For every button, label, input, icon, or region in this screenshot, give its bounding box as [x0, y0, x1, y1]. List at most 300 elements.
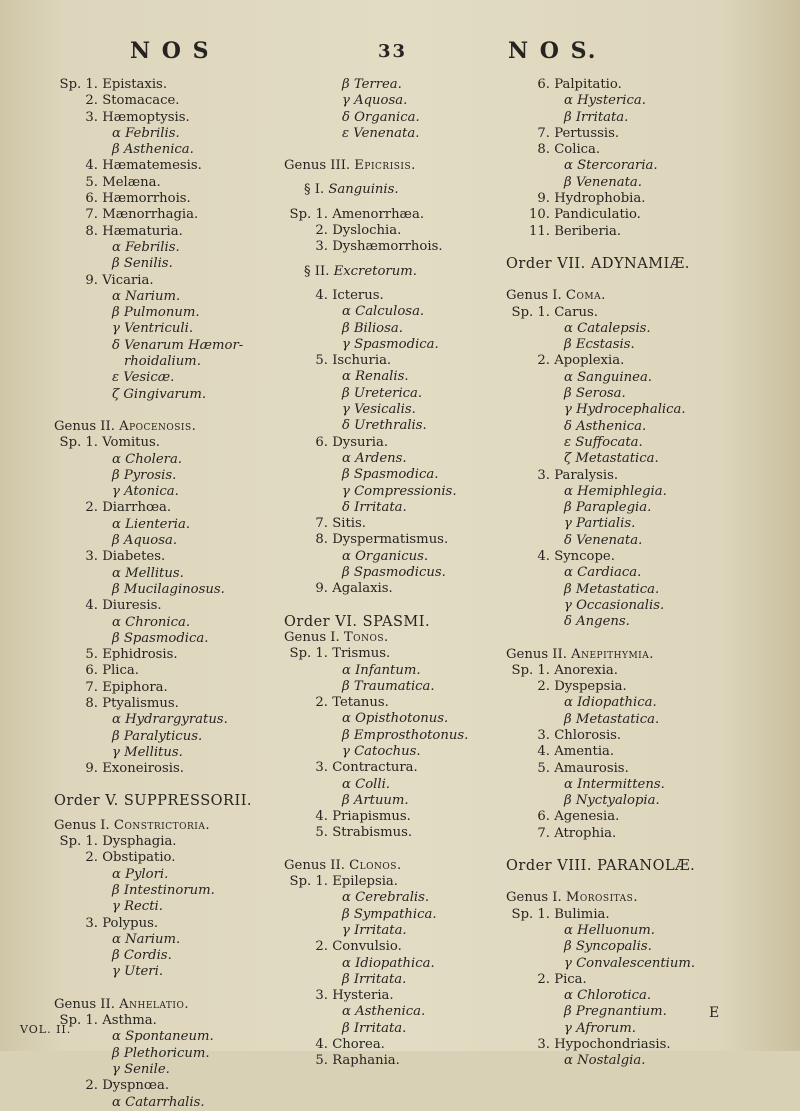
species-number: Sp. 1. — [511, 304, 550, 320]
variety-entry: α Idiopathica. — [342, 955, 435, 971]
species-entry — [54, 647, 286, 663]
species-name: Dyspermatismus. — [328, 532, 449, 548]
species-number: 3. — [315, 760, 328, 776]
species-number: 2. — [537, 353, 550, 369]
running-header — [0, 38, 800, 68]
species-name: Exoneirosis. — [98, 761, 184, 777]
species-name: Amaurosis. — [550, 760, 629, 776]
genus-heading — [506, 890, 778, 906]
species-number: 3. — [537, 467, 550, 483]
species-number: 8. — [537, 142, 550, 158]
species-name: Amenorrhæa. — [328, 206, 425, 222]
species-entry — [54, 93, 286, 109]
spacer — [284, 842, 520, 858]
genus-heading — [284, 158, 520, 174]
species-number: Sp. 1. — [511, 906, 550, 922]
variety-entry: ε Suffocata. — [564, 434, 643, 450]
species-number: Sp. 1. — [59, 435, 98, 451]
species-entry — [54, 850, 286, 866]
variety-entry: β Biliosa. — [342, 320, 403, 336]
species-name: Diarrhœa. — [98, 500, 172, 516]
spacer — [284, 280, 520, 288]
variety-entry: α Calculosa. — [342, 304, 425, 320]
species-entry — [54, 175, 286, 191]
species-name: Stomacace. — [98, 93, 180, 109]
variety-entry: β Metastatica. — [564, 711, 660, 727]
variety-entry: δ Angens. — [564, 614, 630, 630]
species-entry — [284, 223, 520, 239]
spacer — [54, 810, 286, 818]
species-number: 3. — [315, 988, 328, 1004]
page-number: 33 — [378, 41, 408, 62]
species-name: Carus. — [550, 304, 598, 320]
variety-entry: β Pulmonum. — [112, 305, 200, 321]
volume-mark: VOL. II. — [20, 1023, 72, 1036]
variety-entry: α Intermittens. — [564, 776, 665, 792]
variety-entry: β Spasmodicus. — [342, 565, 446, 581]
variety-entry: α Sanguinea. — [564, 369, 652, 385]
species-entry — [506, 142, 778, 158]
genus-label: Genus I. — [506, 288, 566, 304]
variety-entry: β Sympathica. — [342, 906, 437, 922]
species-name: Dysphagia. — [98, 834, 177, 850]
variety-entry: α Ardens. — [342, 450, 407, 466]
variety-entry: α Cardiaca. — [564, 565, 642, 581]
order-heading: Order VIII. PARANOLÆ. — [506, 858, 696, 875]
species-number: 2. — [85, 850, 98, 866]
genus-name: Apocenosis. — [119, 418, 197, 434]
variety-entry: γ Spasmodica. — [342, 336, 439, 352]
species-name: Diabetes. — [98, 549, 166, 565]
order-heading: Order V. SUPPRESSORII. — [54, 793, 253, 810]
variety-entry: γ Occasionalis. — [564, 597, 665, 613]
species-name: Contractura. — [328, 760, 418, 776]
species-name: Palpitatio. — [550, 77, 622, 92]
species-entry — [284, 516, 520, 532]
spacer — [506, 874, 778, 890]
variety-entry: β Spasmodica. — [112, 630, 209, 646]
variety-entry: α Catarrhalis. — [112, 1094, 205, 1110]
variety-entry: β Irritata. — [342, 971, 407, 987]
variety-entry: α Colli. — [342, 776, 390, 792]
genus-name: Tonos. — [343, 629, 389, 645]
order-heading: Order VII. ADYNAMIÆ. — [506, 255, 690, 272]
species-entry — [506, 468, 778, 484]
genus-label: Genus I. — [284, 629, 344, 645]
species-entry — [506, 826, 778, 842]
variety-entry: β Senilis. — [112, 256, 173, 272]
species-name: Convulsio. — [328, 939, 402, 955]
species-name: Vicaria. — [98, 272, 154, 288]
species-number: 7. — [537, 125, 550, 141]
species-entry — [54, 916, 286, 932]
species-number: 2. — [315, 939, 328, 955]
species-entry — [54, 549, 286, 565]
species-name: Agenesia. — [550, 809, 620, 825]
species-entry — [506, 972, 778, 988]
genus-label: Genus II. — [284, 857, 350, 873]
species-entry — [54, 224, 286, 240]
species-number: 7. — [537, 825, 550, 841]
species-number: 3. — [85, 109, 98, 125]
species-number: Sp. 1. — [59, 77, 98, 92]
species-entry — [54, 158, 286, 174]
genus-heading — [284, 858, 520, 874]
species-name: Amentia. — [550, 744, 615, 760]
species-number: 5. — [315, 353, 328, 369]
species-name: Dyslochia. — [328, 223, 402, 239]
species-number: 6. — [85, 663, 98, 679]
species-name: Plica. — [98, 663, 139, 679]
species-number: 5. — [85, 174, 98, 190]
species-number: Sp. 1. — [511, 662, 550, 678]
species-name: Vomitus. — [98, 435, 160, 451]
species-name: Atrophia. — [550, 825, 617, 841]
species-entry — [54, 680, 286, 696]
species-entry — [506, 126, 778, 142]
species-number: 4. — [85, 158, 98, 174]
genus-label: Genus II. — [506, 646, 572, 662]
genus-heading — [54, 818, 286, 834]
species-name: Hæmatemesis. — [98, 158, 202, 174]
species-number: 9. — [315, 581, 328, 597]
species-name: Diuresis. — [98, 598, 162, 614]
species-name: Asthma. — [98, 1013, 157, 1029]
species-number: Sp. 1. — [289, 206, 328, 222]
spacer — [54, 403, 286, 419]
variety-entry: ε Vesicæ. — [112, 370, 175, 386]
species-name: Pica. — [550, 971, 587, 987]
species-entry — [506, 207, 778, 223]
variety-entry: α Mellitus. — [112, 565, 184, 581]
section-mark: § II. — [304, 263, 334, 279]
genus-name: Morositas. — [565, 890, 639, 906]
species-number: 3. — [537, 727, 550, 743]
spacer — [506, 240, 778, 256]
variety-entry: β Terrea. — [342, 77, 402, 92]
section-heading — [284, 182, 520, 198]
variety-entry: β Traumatica. — [342, 678, 435, 694]
species-entry — [506, 761, 778, 777]
species-number: 4. — [537, 744, 550, 760]
species-name: Syncope. — [550, 549, 615, 565]
species-name: Epistaxis. — [98, 77, 168, 92]
variety-entry: α Asthenica. — [342, 1004, 426, 1020]
species-name: Hypochondriasis. — [550, 1037, 671, 1053]
variety-entry: α Febrilis. — [112, 239, 180, 255]
variety-entry: β Metastatica. — [564, 581, 660, 597]
species-entry — [284, 874, 520, 890]
species-entry — [54, 191, 286, 207]
genus-heading — [506, 647, 778, 663]
species-entry — [284, 809, 520, 825]
genus-heading — [506, 288, 778, 304]
species-name: Anorexia. — [550, 662, 618, 678]
species-entry — [284, 760, 520, 776]
signature-mark: E — [709, 1005, 720, 1021]
species-number: 9. — [537, 191, 550, 207]
species-name: Ischuria. — [328, 353, 392, 369]
spacer — [284, 256, 520, 264]
variety-entry: α Organicus. — [342, 548, 429, 564]
species-entry — [54, 207, 286, 223]
variety-entry: γ Hydrocephalica. — [564, 402, 686, 418]
species-entry — [284, 353, 520, 369]
species-name: Epilepsia. — [328, 874, 398, 890]
species-number: Sp. 1. — [289, 874, 328, 890]
genus-name: Clonos. — [349, 857, 402, 873]
spacer — [506, 272, 778, 288]
variety-entry: β Nyctyalopia. — [564, 793, 660, 809]
species-name: Ptyalismus. — [98, 695, 179, 711]
variety-entry: α Spontaneum. — [112, 1029, 214, 1045]
variety-entry: α Idiopathica. — [564, 695, 657, 711]
variety-entry: β Venenata. — [564, 174, 642, 190]
species-number: 5. — [315, 825, 328, 841]
spacer — [284, 142, 520, 158]
species-number: 4. — [315, 1037, 328, 1053]
species-name: Hæmorrhois. — [98, 191, 191, 207]
variety-entry: γ Aquosa. — [342, 93, 408, 109]
variety-entry: γ Afrorum. — [564, 1020, 636, 1036]
spacer — [54, 981, 286, 997]
spacer — [506, 631, 778, 647]
species-entry — [54, 77, 286, 93]
species-number: 2. — [315, 223, 328, 239]
variety-entry: δ Organica. — [342, 109, 420, 125]
variety-entry: α Helluonum. — [564, 922, 655, 938]
species-number: 7. — [315, 516, 328, 532]
species-name: Chorea. — [328, 1037, 385, 1053]
variety-entry: β Artuum. — [342, 792, 409, 808]
section-heading — [284, 264, 520, 280]
species-entry — [54, 273, 286, 289]
header-left: N O S — [130, 38, 211, 64]
species-name: Hæmaturia. — [98, 223, 183, 239]
variety-entry: β Ecstasis. — [564, 337, 635, 353]
species-name: Ephidrosis. — [98, 647, 178, 663]
species-name: Priapismus. — [328, 809, 411, 825]
species-number: 2. — [537, 679, 550, 695]
variety-entry: γ Irritata. — [342, 922, 407, 938]
species-number: 4. — [315, 809, 328, 825]
species-number: 3. — [85, 549, 98, 565]
order-heading: Order VI. SPASMI. — [284, 613, 431, 630]
variety-entry: β Emprosthotonus. — [342, 727, 469, 743]
variety-entry: γ Uteri. — [112, 964, 164, 980]
species-name: Agalaxis. — [328, 581, 393, 597]
species-entry — [54, 663, 286, 679]
species-number: 7. — [85, 679, 98, 695]
variety-entry: δ Irritata. — [342, 499, 407, 515]
genus-label: Genus II. — [54, 418, 120, 434]
genus-name: Epicrisis. — [354, 158, 416, 174]
variety-entry: α Stercoraria. — [564, 158, 658, 174]
variety-entry: β Paraplegia. — [564, 500, 652, 516]
variety-entry: γ Recti. — [112, 899, 163, 915]
variety-entry: β Paralyticus. — [112, 728, 203, 744]
variety-entry: γ Catochus. — [342, 743, 421, 759]
species-name: Hydrophobia. — [550, 191, 646, 207]
species-entry — [506, 353, 778, 369]
species-number: 11. — [529, 223, 550, 239]
column-right — [506, 77, 778, 1070]
species-number: 2. — [315, 695, 328, 711]
genus-name: Anepithymia. — [571, 646, 654, 662]
variety-entry: α Renalis. — [342, 369, 409, 385]
species-entry — [54, 435, 286, 451]
variety-entry: γ Ventriculi. — [112, 321, 194, 337]
species-entry — [284, 581, 520, 597]
species-name: Beriberia. — [550, 223, 622, 239]
species-number: 4. — [85, 598, 98, 614]
species-number: 8. — [85, 223, 98, 239]
variety-entry: α Hemiphlegia. — [564, 483, 667, 499]
variety-continuation: rhoidalium. — [124, 354, 201, 370]
variety-entry: α Nostalgia. — [564, 1053, 646, 1069]
genus-heading — [284, 630, 520, 646]
variety-entry: β Pregnantium. — [564, 1004, 667, 1020]
genus-name: Anhelatio. — [119, 996, 190, 1012]
species-name: Tetanus. — [328, 695, 389, 711]
species-number: 2. — [85, 1078, 98, 1094]
species-name: Polypus. — [98, 915, 159, 931]
species-name: Strabismus. — [328, 825, 413, 841]
species-entry — [284, 288, 520, 304]
species-name: Melæna. — [98, 174, 161, 190]
variety-entry: γ Vesicalis. — [342, 402, 416, 418]
species-number: 9. — [85, 761, 98, 777]
column-middle — [284, 77, 520, 1070]
species-name: Epiphora. — [98, 679, 168, 695]
species-number: 2. — [85, 93, 98, 109]
species-number: 6. — [537, 809, 550, 825]
species-number: 4. — [537, 549, 550, 565]
variety-entry: γ Convalescentium. — [564, 955, 696, 971]
species-number: 9. — [85, 272, 98, 288]
variety-entry: β Syncopalis. — [564, 939, 652, 955]
species-entry — [506, 191, 778, 207]
variety-entry: γ Senile. — [112, 1061, 170, 1077]
variety-entry: α Catalepsis. — [564, 320, 651, 336]
species-entry — [284, 532, 520, 548]
spacer — [284, 598, 520, 614]
genus-name: Constrictoria. — [113, 817, 211, 833]
species-entry — [506, 679, 778, 695]
species-number: 8. — [85, 695, 98, 711]
species-name: Pertussis. — [550, 125, 620, 141]
species-entry — [506, 305, 778, 321]
variety-entry: α Cholera. — [112, 451, 183, 467]
species-entry — [284, 939, 520, 955]
species-number: 5. — [537, 760, 550, 776]
species-entry — [506, 809, 778, 825]
species-number: 2. — [537, 971, 550, 987]
variety-entry: α Opisthotonus. — [342, 711, 449, 727]
species-entry — [506, 224, 778, 240]
species-entry — [54, 598, 286, 614]
species-name: Sitis. — [328, 516, 366, 532]
genus-heading — [54, 997, 286, 1013]
species-number: Sp. 1. — [289, 646, 328, 662]
species-entry — [284, 695, 520, 711]
species-number: Sp. 1. — [59, 834, 98, 850]
species-entry — [506, 728, 778, 744]
variety-entry: β Irritata. — [342, 1020, 407, 1036]
genus-label: Genus I. — [54, 817, 114, 833]
species-name: Raphania. — [328, 1053, 400, 1069]
variety-entry: α Cerebralis. — [342, 890, 430, 906]
variety-entry: ζ Metastatica. — [564, 451, 659, 467]
variety-entry: ζ Gingivarum. — [112, 386, 207, 402]
variety-entry: γ Compressionis. — [342, 483, 457, 499]
variety-entry: δ Venarum Hæmor- — [112, 337, 244, 353]
species-number: 3. — [537, 1037, 550, 1053]
section-mark: § I. — [304, 182, 329, 198]
species-entry — [54, 834, 286, 850]
genus-heading — [54, 419, 286, 435]
variety-entry: α Hysterica. — [564, 93, 646, 109]
spacer — [284, 199, 520, 207]
species-number: Sp. 1. — [59, 1013, 98, 1029]
genus-label: Genus I. — [506, 890, 566, 906]
species-entry — [54, 696, 286, 712]
species-entry — [54, 1013, 286, 1029]
variety-entry: δ Venenata. — [564, 532, 643, 548]
species-name: Dyspnœa. — [98, 1078, 170, 1094]
species-name: Pandiculatio. — [550, 207, 641, 223]
column-left — [54, 77, 286, 1111]
species-number: 6. — [315, 434, 328, 450]
variety-entry: γ Partialis. — [564, 516, 636, 532]
section-title: Excretorum. — [333, 263, 417, 279]
variety-entry: α Chlorotica. — [564, 988, 652, 1004]
spacer — [284, 174, 520, 182]
species-number: 5. — [85, 647, 98, 663]
variety-entry: α Pylori. — [112, 866, 169, 882]
species-name: Chlorosis. — [550, 727, 622, 743]
genus-label: Genus III. — [284, 158, 355, 174]
genus-name: Coma. — [565, 288, 606, 304]
variety-entry: α Hydrargyratus. — [112, 712, 228, 728]
variety-entry: α Narium. — [112, 288, 181, 304]
variety-entry: β Intestinorum. — [112, 882, 215, 898]
variety-entry: α Infantum. — [342, 662, 421, 678]
species-number: 7. — [85, 207, 98, 223]
variety-entry: β Asthenica. — [112, 142, 194, 158]
variety-entry: β Serosa. — [564, 386, 626, 402]
species-number: 10. — [529, 207, 550, 223]
species-entry — [284, 825, 520, 841]
species-entry — [284, 435, 520, 451]
species-entry — [284, 207, 520, 223]
species-name: Colica. — [550, 142, 601, 158]
variety-entry: γ Atonica. — [112, 484, 179, 500]
species-number: 2. — [85, 500, 98, 516]
species-entry — [54, 500, 286, 516]
species-number: 6. — [537, 77, 550, 92]
variety-entry: β Spasmodica. — [342, 467, 439, 483]
species-number: 8. — [315, 532, 328, 548]
spacer — [506, 842, 778, 858]
section-title: Sanguinis. — [328, 182, 399, 198]
species-entry — [284, 988, 520, 1004]
variety-entry: β Irritata. — [564, 109, 629, 125]
variety-entry: δ Urethralis. — [342, 418, 427, 434]
variety-entry: β Aquosa. — [112, 533, 178, 549]
species-number: 6. — [85, 191, 98, 207]
species-entry — [506, 77, 778, 93]
